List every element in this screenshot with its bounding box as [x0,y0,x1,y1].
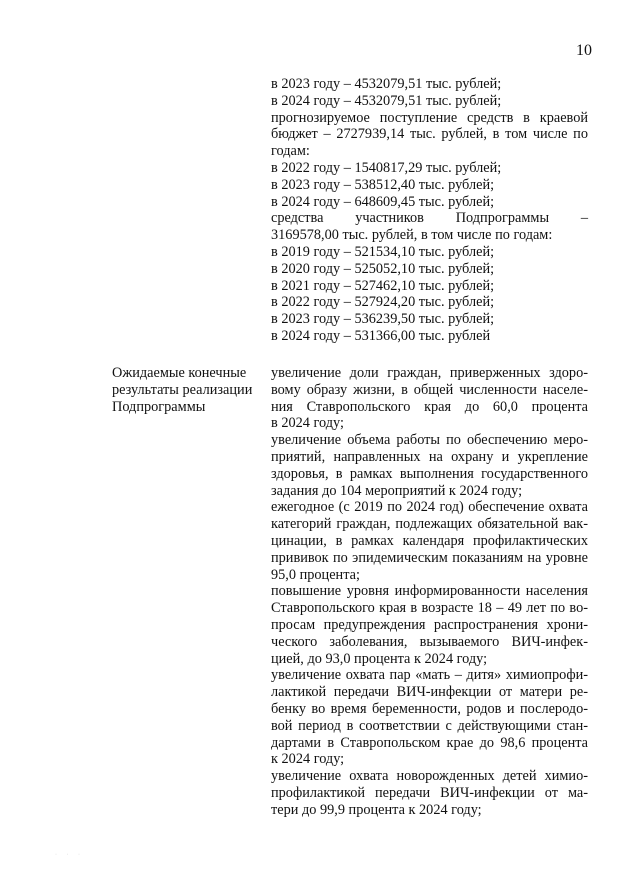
result-line: здоровья, в рамках выполнения государственного [271,465,588,482]
funding-line: в 2023 году – 4532079,51 тыс. рублей; [271,76,502,92]
funding-line: бюджет – 2727939,14 тыс. рублей, в том числе по [271,126,588,143]
funding-line: в 2024 году – 4532079,51 тыс. рублей; [271,92,502,109]
result-line: бенку во время беременности, родов и послеродо- [271,700,588,717]
funding-line: в 2022 году – 1540817,29 тыс. рублей; [271,159,502,176]
result-line: цинации, в рамках календаря профилактических [271,532,588,549]
result-line: приятий, направленных на охрану и укрепление [271,448,588,465]
result-line: увеличение охвата пар «мать – дитя» химиопрофи- [271,667,588,684]
result-line: тери до 99,9 процента к 2024 году; [271,801,482,818]
result-line: категорий граждан, подлежащих обязательной вак- [271,516,588,533]
expected-results-text-block [271,365,588,819]
result-line: задания до 104 мероприятий к 2024 году; [271,482,523,499]
result-line: лактикой передачи ВИЧ-инфекции от матери ре- [271,684,588,701]
funding-line: средства участников Подпрограммы – [271,210,588,227]
result-line: ния Ставропольского края до 60,0 процента [271,398,588,415]
result-line: профилактикой передачи ВИЧ-инфекции от ма- [271,784,588,801]
result-line: цией, до 93,0 процента к 2024 году; [271,650,488,667]
result-line: в 2024 году; [271,415,344,432]
funding-line: в 2022 году – 527924,20 тыс. рублей; [271,294,495,311]
result-line: Ставропольского края в возрасте 18 – 49 лет по во- [271,600,588,617]
result-line: 95,0 процента; [271,566,360,583]
result-line: вому образу жизни, в общей численности населе- [271,381,588,398]
funding-line: в 2019 году – 521534,10 тыс. рублей; [271,243,495,260]
funding-text-block [271,76,588,345]
funding-line: 3169578,00 тыс. рублей, в том числе по годам: [271,227,553,244]
funding-line: в 2020 году – 525052,10 тыс. рублей; [271,260,495,277]
result-line: повышение уровня информированности населения [271,583,588,600]
funding-line: в 2023 году – 538512,40 тыс. рублей; [271,176,495,193]
funding-line: в 2021 году – 527462,10 тыс. рублей; [271,277,495,294]
result-line: к 2024 году; [271,751,345,768]
results-label-line: результаты реализации [112,381,253,398]
result-line: увеличение объема работы по обеспечению меро- [271,432,588,449]
results-label-line: Подпрограммы [112,398,206,415]
expected-results-label [112,365,267,415]
result-line: просам предупреждения распространения хрони- [271,616,588,633]
result-line: увеличение охвата новорожденных детей химио- [271,768,588,785]
scan-artifact: · · · [55,852,84,858]
result-line: увеличение доли граждан, приверженных здоро- [271,365,588,381]
result-line: ческого заболевания, вызываемого ВИЧ-инфек- [271,633,588,650]
page-number: 10 [576,42,592,59]
funding-line: в 2024 году – 531366,00 тыс. рублей [271,327,491,344]
result-line: дартами в Ставропольском крае до 98,6 процента [271,734,588,751]
funding-line: в 2024 году – 648609,45 тыс. рублей; [271,193,495,210]
result-line: ежегодное (с 2019 по 2024 год) обеспечение охвата [271,499,588,516]
funding-line: в 2023 году – 536239,50 тыс. рублей; [271,311,495,328]
funding-line: годам: [271,143,310,160]
results-label-line: Ожидаемые конечные [112,365,247,381]
funding-line: прогнозируемое поступление средств в краевой [271,109,588,126]
result-line: прививок по эпидемическим показаниям на уровне [271,549,588,566]
result-line: вой период в соответствии с действующими стан- [271,717,588,734]
